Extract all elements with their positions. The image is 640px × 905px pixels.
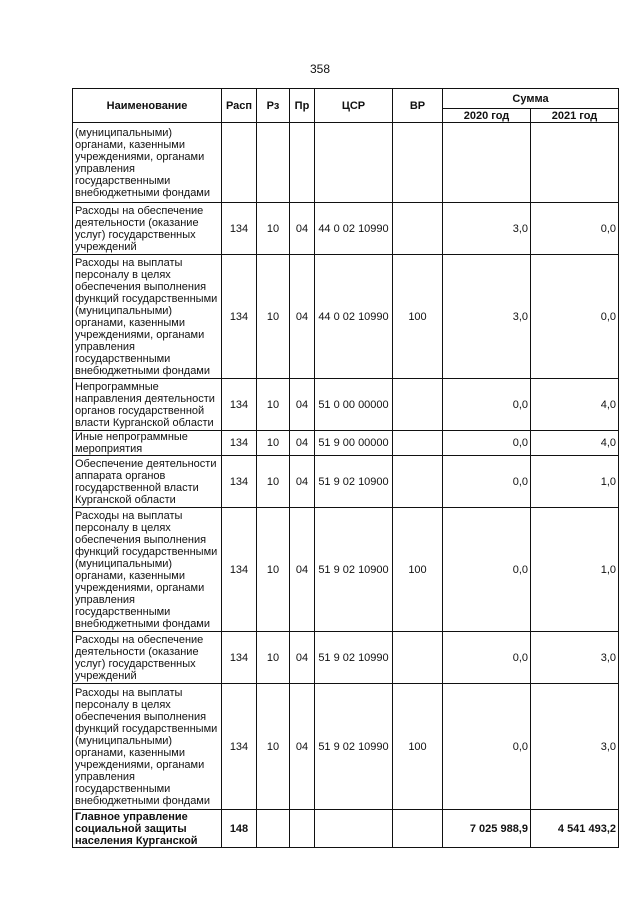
table-row [73,684,619,810]
cell-rz: 10 [257,456,290,508]
cell-pr: 04 [290,431,315,456]
budget-table [72,88,619,848]
table-body [73,123,619,848]
cell-pr: 04 [290,255,315,379]
cell-rasp: 134 [222,632,257,684]
cell-name: Обеспечение деятельности аппарата органов государственной власти Курганской области [73,456,222,508]
cell-rz [257,123,290,203]
cell-rz: 10 [257,431,290,456]
table-row [73,810,619,848]
cell-csr: 51 9 02 10900 [315,456,393,508]
table-row [73,203,619,255]
header-year-2020: 2020 год [443,109,531,123]
cell-sum-2021: 3,0 [531,632,619,684]
cell-vr [393,379,443,431]
cell-sum-2021: 0,0 [531,203,619,255]
cell-csr [315,123,393,203]
cell-vr: 100 [393,508,443,632]
cell-sum-2020 [443,123,531,203]
header-year-2021: 2021 год [531,109,619,123]
cell-name: Расходы на выплаты персоналу в целях обеспечения выполнения функций государственными (муниципальными) органами, казенными учреждениями, органами управления государственными внебюджетными фондами [73,684,222,810]
cell-rasp: 134 [222,456,257,508]
cell-sum-2020: 0,0 [443,379,531,431]
header-rasp: Расп [222,89,257,123]
cell-sum-2021: 1,0 [531,508,619,632]
cell-sum-2020: 0,0 [443,431,531,456]
cell-name: Расходы на обеспечение деятельности (оказание услуг) государственных учреждений [73,203,222,255]
cell-rz [257,810,290,848]
cell-csr: 44 0 02 10990 [315,203,393,255]
cell-pr: 04 [290,203,315,255]
cell-pr [290,810,315,848]
cell-pr: 04 [290,508,315,632]
cell-csr [315,810,393,848]
cell-sum-2020: 3,0 [443,255,531,379]
cell-pr: 04 [290,456,315,508]
cell-sum-2020: 0,0 [443,456,531,508]
cell-vr: 100 [393,255,443,379]
header-name: Наименование [73,89,222,123]
cell-sum-2020: 7 025 988,9 [443,810,531,848]
cell-vr [393,810,443,848]
cell-vr [393,456,443,508]
cell-sum-2021: 1,0 [531,456,619,508]
cell-vr [393,431,443,456]
cell-name: Расходы на обеспечение деятельности (оказание услуг) государственных учреждений [73,632,222,684]
table-row [73,632,619,684]
cell-vr: 100 [393,684,443,810]
cell-csr: 51 9 02 10990 [315,684,393,810]
header-rz: Рз [257,89,290,123]
cell-name: Расходы на выплаты персоналу в целях обеспечения выполнения функций государственными (муниципальными) органами, казенными учреждениями, органами управления государственными внебюджетными фондами [73,255,222,379]
header-vr: ВР [393,89,443,123]
cell-rasp: 134 [222,431,257,456]
cell-csr: 51 9 02 10990 [315,632,393,684]
cell-rasp [222,123,257,203]
cell-sum-2020: 3,0 [443,203,531,255]
page-number: 358 [309,62,331,76]
cell-rz: 10 [257,684,290,810]
cell-sum-2021: 0,0 [531,255,619,379]
cell-rasp: 134 [222,508,257,632]
cell-vr [393,632,443,684]
cell-sum-2020: 0,0 [443,632,531,684]
header-csr: ЦСР [315,89,393,123]
cell-pr: 04 [290,379,315,431]
header-pr: Пр [290,89,315,123]
cell-name: Расходы на выплаты персоналу в целях обеспечения выполнения функций государственными (муниципальными) органами, казенными учреждениями, органами управления государственными внебюджетными фондами [73,508,222,632]
header-sum: Сумма [443,89,619,109]
cell-sum-2021: 3,0 [531,684,619,810]
cell-sum-2020: 0,0 [443,508,531,632]
cell-csr: 51 9 00 00000 [315,431,393,456]
table-row [73,123,619,203]
table-row [73,255,619,379]
cell-name: Главное управление социальной защиты населения Курганской [73,810,222,848]
cell-csr: 44 0 02 10990 [315,255,393,379]
cell-rasp: 148 [222,810,257,848]
table-row [73,456,619,508]
cell-name: Иные непрограммные мероприятия [73,431,222,456]
cell-sum-2021: 4,0 [531,379,619,431]
cell-vr [393,203,443,255]
cell-rz: 10 [257,255,290,379]
cell-vr [393,123,443,203]
table-row [73,431,619,456]
cell-rasp: 134 [222,255,257,379]
cell-rz: 10 [257,203,290,255]
table-row [73,379,619,431]
cell-sum-2020: 0,0 [443,684,531,810]
cell-sum-2021: 4 541 493,2 [531,810,619,848]
cell-name: Непрограммные направления деятельности органов государственной власти Курганской области [73,379,222,431]
cell-pr [290,123,315,203]
cell-rz: 10 [257,508,290,632]
cell-rasp: 134 [222,379,257,431]
cell-name: (муниципальными) органами, казенными учреждениями, органами управления государственными внебюджетными фондами [73,123,222,203]
cell-csr: 51 0 00 00000 [315,379,393,431]
cell-pr: 04 [290,684,315,810]
cell-sum-2021 [531,123,619,203]
cell-rasp: 134 [222,684,257,810]
cell-csr: 51 9 02 10900 [315,508,393,632]
cell-rz: 10 [257,379,290,431]
cell-rz: 10 [257,632,290,684]
table-header [73,89,619,123]
table-row [73,508,619,632]
cell-pr: 04 [290,632,315,684]
cell-rasp: 134 [222,203,257,255]
cell-sum-2021: 4,0 [531,431,619,456]
